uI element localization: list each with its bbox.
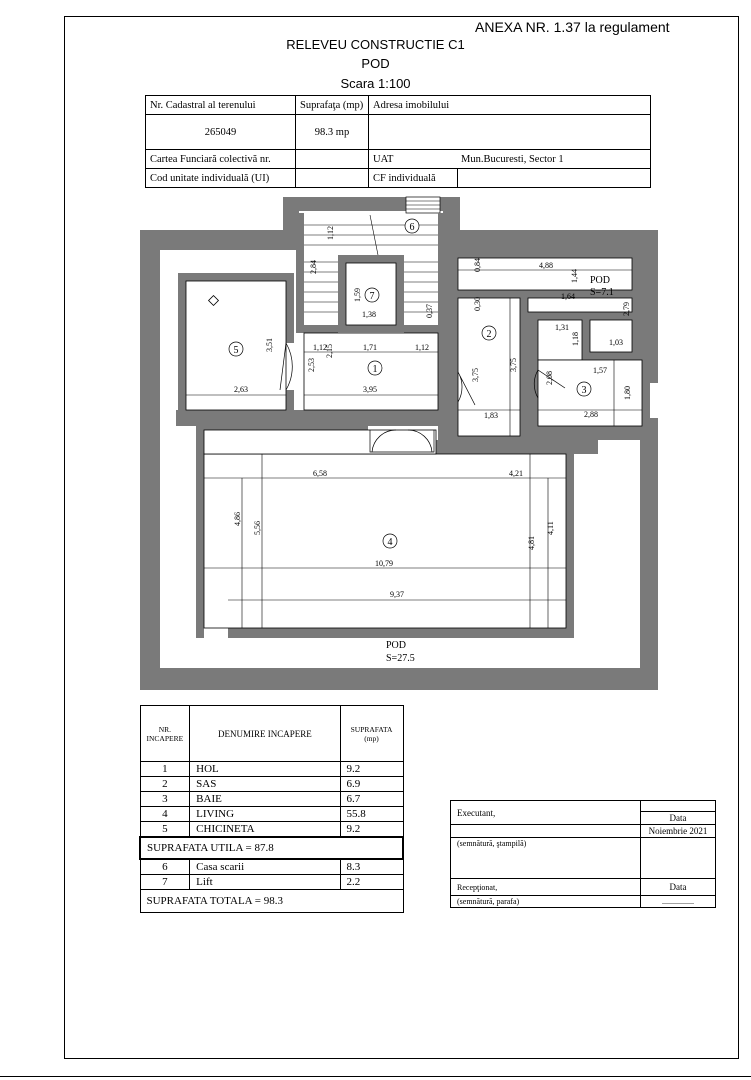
- room-name: LIVING: [190, 807, 340, 822]
- dim-label: 2,88: [584, 410, 598, 419]
- dim-label: 4,86: [233, 512, 242, 526]
- unit-code-label: Cod unitate individuală (UI): [146, 169, 296, 188]
- dim-label: 1,18: [571, 332, 580, 346]
- room-nr: 5: [140, 822, 190, 838]
- dim-label: 1,12: [313, 343, 327, 352]
- dim-label: 1,03: [609, 338, 623, 347]
- dim-label: 5,56: [253, 521, 262, 535]
- room-nr: 1: [140, 762, 190, 777]
- dim-label: 2,84: [309, 260, 318, 274]
- dim-label: 4,11: [546, 521, 555, 535]
- dim-label: 6,58: [313, 469, 327, 478]
- useful-area-value: 87.8: [254, 842, 274, 854]
- room-number-1: 1: [372, 364, 378, 375]
- dim-label: 0,84: [473, 258, 482, 272]
- dim-label: 3,95: [363, 385, 377, 394]
- empty-cell: [641, 801, 716, 812]
- cf-collective-label: Cartea Funciară colectivă nr.: [146, 150, 296, 169]
- room-name: BAIE: [190, 792, 340, 807]
- dim-label: 1,31: [555, 323, 569, 332]
- room-name: SAS: [190, 777, 340, 792]
- room-number-2: 2: [486, 329, 492, 340]
- dim-label: 1,64: [561, 292, 575, 301]
- room-area: 9.2: [340, 822, 403, 838]
- table-row: [140, 762, 403, 777]
- annex-label: ANEXA NR. 1.37 la regulament: [475, 19, 670, 35]
- empty-cell: [641, 838, 716, 879]
- cadastral-label: Nr. Cadastral al terenului: [146, 96, 296, 115]
- dim-label: 9,37: [390, 590, 404, 599]
- table-row: [140, 859, 403, 875]
- executant-signature: (semnătură, ştampilă): [451, 838, 641, 879]
- useful-area-row: [140, 837, 403, 859]
- dim-label: 1,44: [570, 269, 579, 283]
- total-area-label: SUPRAFATA TOTALA =: [146, 895, 261, 907]
- receptionat-signature: (semnătură, parafa): [451, 896, 641, 908]
- dim-label: 3,75: [509, 358, 518, 372]
- dim-label: 1,38: [362, 310, 376, 319]
- room-name: HOL: [190, 762, 340, 777]
- level-title: POD: [361, 56, 390, 71]
- dim-label: 1,12: [415, 343, 429, 352]
- dim-label: 1,57: [593, 366, 607, 375]
- date-label: Data: [641, 812, 716, 825]
- room-name: Casa scarii: [190, 859, 340, 875]
- dim-label: 4,88: [539, 261, 553, 270]
- document-title: RELEVEU CONSTRUCTIE C1: [286, 37, 465, 52]
- room-area: 8.3: [340, 859, 403, 875]
- room-area: 55.8: [340, 807, 403, 822]
- area-value: 98.3 mp: [296, 115, 369, 150]
- date-placeholder: ................: [641, 896, 716, 908]
- room-number-6: 6: [409, 222, 415, 233]
- dim-label: 4,21: [509, 469, 523, 478]
- room-area: 9.2: [340, 762, 403, 777]
- dim-label: 1,12: [326, 226, 335, 240]
- dim-label: 0,37: [425, 304, 434, 318]
- receptionat-label: Recepţionat,: [451, 879, 641, 896]
- room-nr: 3: [140, 792, 190, 807]
- room-number-3: 3: [581, 385, 587, 396]
- cadastral-value: 265049: [146, 115, 296, 150]
- dim-label: 1,71: [363, 343, 377, 352]
- room-area: 6.9: [340, 777, 403, 792]
- table-row: [140, 792, 403, 807]
- dim-label: 10,79: [375, 559, 393, 568]
- uat-value: Mun.Bucuresti, Sector 1: [457, 150, 651, 169]
- area-label: Suprafaţa (mp): [296, 96, 369, 115]
- room-area: 2.2: [340, 875, 403, 890]
- signature-table: [450, 800, 716, 908]
- table-row: [140, 875, 403, 890]
- dim-label: 0,30: [473, 297, 482, 311]
- date-value: Noiembrie 2021: [641, 825, 716, 838]
- dim-label: 1,83: [484, 411, 498, 420]
- useful-area-label: SUPRAFATA UTILA =: [147, 842, 252, 854]
- dim-label: 2,79: [622, 302, 631, 316]
- dim-label: 2,63: [234, 385, 248, 394]
- date-label-2: Data: [641, 879, 716, 896]
- table-row: [140, 807, 403, 822]
- room-nr: 2: [140, 777, 190, 792]
- uat-label: UAT: [369, 150, 458, 169]
- dim-label: 4,81: [527, 536, 536, 550]
- table-row: [140, 822, 403, 838]
- pod-small-label: POD: [590, 275, 611, 286]
- col-header-area: SUPRAFATA (mp): [340, 706, 403, 762]
- dim-label: 3,51: [265, 338, 274, 352]
- room-nr: 7: [140, 875, 190, 890]
- address-label: Adresa imobilului: [369, 96, 651, 115]
- room-area: 6.7: [340, 792, 403, 807]
- col-header-name: DENUMIRE INCAPERE: [190, 706, 340, 762]
- dim-label: 2,08: [545, 371, 554, 385]
- cf-individual-label: CF individuală: [369, 169, 458, 188]
- total-area-value: 98.3: [263, 895, 283, 907]
- room-number-4: 4: [387, 537, 393, 548]
- dim-label: 2,53: [307, 358, 316, 372]
- room-name: CHICINETA: [190, 822, 340, 838]
- room-nr: 6: [140, 859, 190, 875]
- pod-large-area: S=27.5: [386, 653, 415, 664]
- room-name: Lift: [190, 875, 340, 890]
- room-nr: 4: [140, 807, 190, 822]
- dim-label: 2,15: [325, 344, 334, 358]
- scale-label: Scara 1:100: [340, 76, 411, 91]
- room-number-7: 7: [369, 291, 375, 302]
- empty-cell: [451, 825, 641, 838]
- dim-label: 1,59: [353, 288, 362, 302]
- rooms-table: [139, 705, 404, 913]
- pod-large-label: POD: [386, 640, 407, 651]
- table-row: [140, 777, 403, 792]
- total-area-row: [140, 890, 403, 913]
- dim-label: 3,75: [471, 368, 480, 382]
- executant-label: Executant,: [451, 801, 641, 825]
- room-number-5: 5: [233, 345, 239, 356]
- dim-label: 1,80: [623, 386, 632, 400]
- col-header-nr: NR. INCAPERE: [140, 706, 190, 762]
- pod-small-area: S=7.1: [590, 287, 614, 298]
